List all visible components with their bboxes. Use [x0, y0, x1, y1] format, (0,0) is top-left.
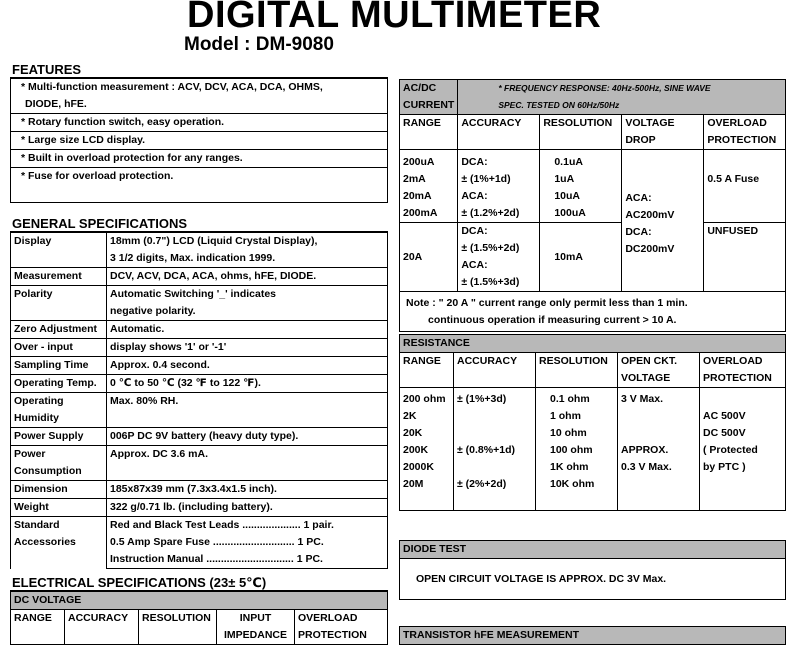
spec-value: Approx. 0.4 second.: [107, 357, 388, 375]
resolution-cell: 0.1 ohm 1 ohm 10 ohm 100 ohm 1K ohm 10K ohm: [536, 388, 618, 511]
feature-row: [11, 114, 388, 132]
spec-value: Automatic Switching '_' indicates negative polarity.: [107, 286, 388, 321]
spec-value: Approx. DC 3.6 mA.: [107, 446, 388, 481]
col-header: OVERLOAD PROTECTION: [700, 353, 786, 388]
spec-label: Polarity: [11, 286, 107, 321]
spec-label: Over - input: [11, 339, 107, 357]
col-header: OVERLOAD PROTECTION: [295, 610, 388, 645]
general-heading: GENERAL SPECIFICATIONS: [12, 216, 188, 231]
range-cell: 200uA 2mA 20mA 200mA: [400, 150, 458, 223]
spec-label: Operating Humidity: [11, 393, 107, 428]
protection-cell: AC 500V DC 500V ( Protected by PTC ): [700, 388, 786, 511]
protection-cell: 0.5 A Fuse: [704, 150, 786, 223]
col-header: RESOLUTION: [540, 115, 622, 150]
spec-value: 185x87x39 mm (7.3x3.4x1.5 inch).: [107, 481, 388, 499]
resolution-cell: 0.1uA 1uA 10uA 100uA: [540, 150, 622, 223]
col-header: RANGE: [400, 353, 454, 388]
spec-label: Weight: [11, 499, 107, 517]
accuracy-cell: DCA: ± (1%+1d) ACA: ± (1.2%+2d): [458, 150, 540, 223]
spec-label: Power Consumption: [11, 446, 107, 481]
col-header: VOLTAGE DROP: [622, 115, 704, 150]
electrical-heading: ELECTRICAL SPECIFICATIONS (23± 5℃): [12, 575, 267, 590]
features-table: [10, 78, 388, 203]
acdc-current-table: [399, 79, 786, 332]
col-header: ACCURACY: [65, 610, 139, 645]
col-header: RESOLUTION: [536, 353, 618, 388]
features-heading: FEATURES: [12, 62, 82, 77]
open-circuit-voltage-cell: 3 V Max. APPROX. 0.3 V Max.: [618, 388, 700, 511]
resolution-cell: 10mA: [540, 223, 622, 292]
spec-label: Standard Accessories: [11, 517, 107, 569]
protection-cell: UNFUSED: [704, 223, 786, 292]
col-header: RESOLUTION: [139, 610, 217, 645]
feature-row: [11, 132, 388, 150]
col-header: ACCURACY: [458, 115, 540, 150]
spec-label: Operating Temp.: [11, 375, 107, 393]
diode-title: DIODE TEST: [400, 541, 786, 559]
general-specs-table: [10, 232, 388, 569]
hfe-table: [399, 626, 786, 645]
col-header: RANGE: [400, 115, 458, 150]
spec-value: Automatic.: [107, 321, 388, 339]
spec-value: Max. 80% RH.: [107, 393, 388, 428]
spec-label: Dimension: [11, 481, 107, 499]
dc-voltage-title: DC VOLTAGE: [11, 592, 388, 610]
acdc-notes: * FREQUENCY RESPONSE: 40Hz-500Hz, SINE WAVE SPEC. TESTED ON 60Hz/50Hz: [458, 80, 786, 115]
spec-label: Display: [11, 233, 107, 268]
spec-value: DCV, ACV, DCA, ACA, ohms, hFE, DIODE.: [107, 268, 388, 286]
col-header: OPEN CKT. VOLTAGE: [618, 353, 700, 388]
feature-text: * Fuse for overload protection.: [11, 168, 388, 203]
spec-label: Zero Adjustment: [11, 321, 107, 339]
feature-row: [11, 150, 388, 168]
model-number: Model : DM-9080: [184, 34, 334, 55]
spec-label: Sampling Time: [11, 357, 107, 375]
current-note: Note : " 20 A " current range only permit less than 1 min. continuous operation if measuring current > 10 A.: [400, 292, 786, 332]
resistance-table: [399, 334, 786, 511]
col-header: ACCURACY: [454, 353, 536, 388]
hfe-title: TRANSISTOR hFE MEASUREMENT: [400, 627, 786, 645]
feature-text: * Built in overload protection for any ranges.: [11, 150, 388, 168]
accuracy-cell: ± (1%+3d) ± (0.8%+1d) ± (2%+2d): [454, 388, 536, 511]
diode-test-table: [399, 540, 786, 600]
acdc-title: AC/DC CURRENT: [400, 80, 458, 115]
range-cell: 200 ohm 2K 20K 200K 2000K 20M: [400, 388, 454, 511]
col-header: OVERLOAD PROTECTION: [704, 115, 786, 150]
feature-text: * Rotary function switch, easy operation.: [11, 114, 388, 132]
spec-label: Power Supply: [11, 428, 107, 446]
voltage-drop-cell: ACA: AC200mV DCA: DC200mV: [622, 150, 704, 292]
spec-value: 006P DC 9V battery (heavy duty type).: [107, 428, 388, 446]
col-header: INPUT IMPEDANCE: [217, 610, 295, 645]
feature-row: [11, 168, 388, 203]
spec-value: display shows '1' or '-1': [107, 339, 388, 357]
range-cell: 20A: [400, 223, 458, 292]
spec-value: 18mm (0.7") LCD (Liquid Crystal Display), 3 1/2 digits, Max. indication 1999.: [107, 233, 388, 268]
accuracy-cell: DCA: ± (1.5%+2d) ACA: ± (1.5%+3d): [458, 223, 540, 292]
spec-label: Measurement: [11, 268, 107, 286]
accessories-list: Red and Black Test Leads .................... 1 pair. 0.5 Amp Spare Fuse ............................ 1 PC. Instruction Manual .............................. 1 PC.: [107, 517, 388, 569]
col-header: RANGE: [11, 610, 65, 645]
diode-text: OPEN CIRCUIT VOLTAGE IS APPROX. DC 3V Max.: [400, 559, 786, 600]
resistance-title: RESISTANCE: [400, 335, 786, 353]
feature-row: [11, 79, 388, 114]
dc-voltage-table: [10, 591, 388, 645]
page-title: DIGITAL MULTIMETER: [187, 0, 602, 36]
feature-text: * Multi-function measurement : ACV, DCV, ACA, DCA, OHMS,: [21, 81, 323, 93]
feature-text: * Large size LCD display.: [11, 132, 388, 150]
spec-value: 0 ℃ to 50 ℃ (32 ℉ to 122 ℉).: [107, 375, 388, 393]
spec-value: 322 g/0.71 lb. (including battery).: [107, 499, 388, 517]
feature-text: DIODE, hFE.: [25, 98, 87, 110]
